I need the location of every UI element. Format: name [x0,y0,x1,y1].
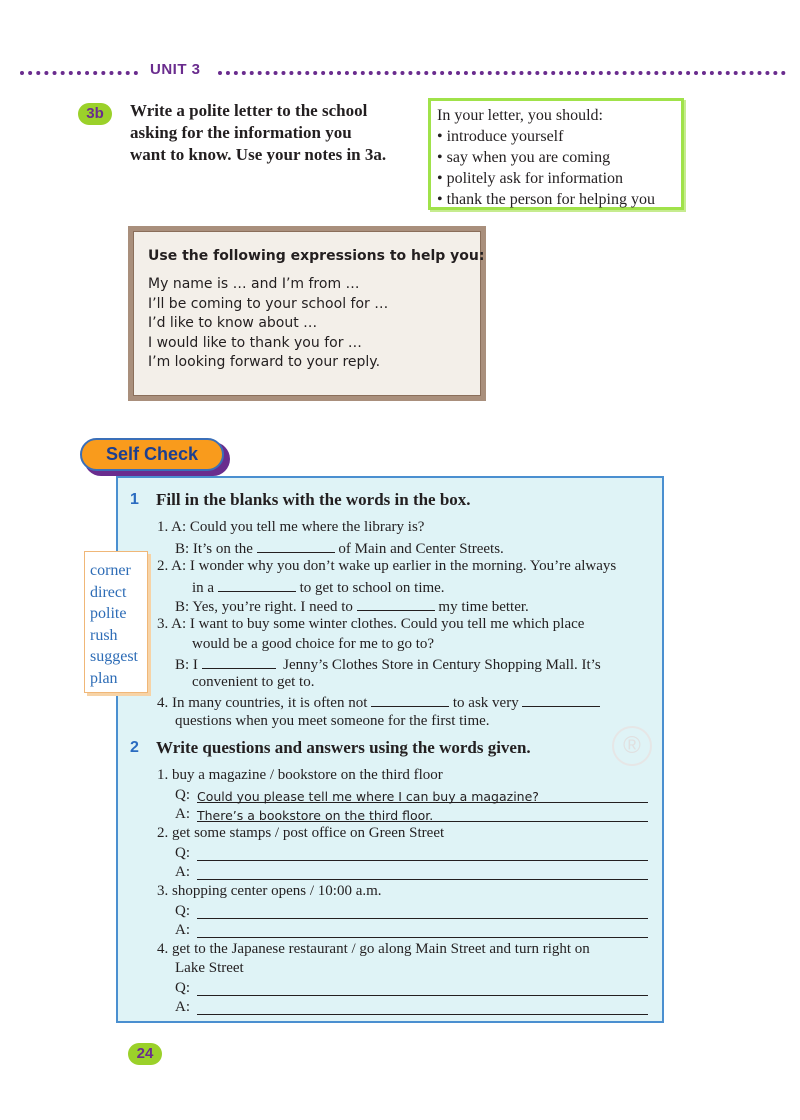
expression-line: My name is … and I’m from … [148,276,360,292]
answer-text-q: Could you please tell me where I can buy a magazine? [197,789,539,804]
q-label: Q: [175,903,190,919]
word-option: suggest [90,648,138,665]
q-label: Q: [175,787,190,803]
word-option: direct [90,583,127,601]
a-label: A: [175,999,190,1015]
word-option: corner [90,562,131,579]
answer-line[interactable] [197,860,648,861]
instruction-line: want to know. Use your notes in 3a. [130,145,387,164]
exercise-line: 1. A: Could you tell me where the library is? [157,519,425,535]
exercise-line: B: Yes, you’re right. I need to my time better. [175,596,529,617]
expressions-box [128,226,486,401]
section-2-number: 2 [130,739,139,756]
exercise-line: B: I Jenny’s Clothes Store in Century Shopping Mall. It’s [175,654,601,675]
q-label: Q: [175,980,190,996]
a-label: A: [175,922,190,938]
fill-blank[interactable] [371,692,449,707]
expressions-title: Use the following expressions to help you: [148,248,485,264]
task-badge: 3b [78,103,112,125]
a-label: A: [175,864,190,880]
answer-line[interactable] [197,918,648,919]
answer-line[interactable] [197,802,648,803]
word-option: polite [90,605,127,622]
instruction-line: Write a polite letter to the school [130,101,368,120]
fill-blank[interactable] [257,538,335,553]
exercise-line: questions when you meet someone for the first time. [175,713,490,729]
tip-item: • politely ask for information [437,170,624,187]
expression-line: I’m looking forward to your reply. [148,354,381,370]
exercise-line: would be a good choice for me to go to? [192,636,435,652]
unit-label: UNIT 3 [150,61,201,78]
self-check-label: Self Check [80,438,224,471]
tips-title: In your letter, you should: [437,107,603,124]
exercise-line: B: It’s on the of Main and Center Streets. [175,538,504,559]
q-label: Q: [175,845,190,861]
section-1-number: 1 [130,491,139,508]
answer-line[interactable] [197,879,648,880]
page-number: 24 [128,1043,162,1065]
tip-item: • say when you are coming [437,149,611,166]
exercise-line: 3. A: I want to buy some winter clothes. Could you tell me which place [157,616,585,632]
word-option: rush [90,626,118,644]
exercise-line: 4. In many countries, it is often not to ask very [157,692,600,713]
task-instruction [130,100,420,166]
letter-tips-box [428,98,684,210]
header-dots-right [218,71,786,75]
question-prompt: 2. get some stamps / post office on Green Street [157,825,445,841]
word-option: plan [90,669,118,687]
fill-blank[interactable] [522,692,600,707]
word-box [84,551,148,693]
registered-watermark: ® [612,726,652,766]
answer-line[interactable] [197,821,648,822]
exercise-line: in a to get to school on time. [192,577,445,598]
expression-line: I would like to thank you for … [148,334,362,351]
answer-line[interactable] [197,995,648,996]
expression-line: I’d like to know about … [148,315,318,331]
tip-item: • thank the person for helping you [437,191,655,208]
answer-text-a: There’s a bookstore on the third floor. [197,808,434,823]
tip-item: • introduce yourself [437,128,564,145]
fill-blank[interactable] [202,654,276,669]
header-dots-left [20,71,138,75]
question-prompt-cont: Lake Street [175,960,244,976]
question-prompt: 1. buy a magazine / bookstore on the third floor [157,767,443,783]
fill-blank[interactable] [357,596,435,611]
exercise-line: 2. A: I wonder why you don’t wake up earlier in the morning. You’re always [157,558,617,574]
exercise-line: convenient to get to. [192,674,315,690]
section-1-title: Fill in the blanks with the words in the box. [156,490,471,509]
question-prompt: 4. get to the Japanese restaurant / go along Main Street and turn right on [157,941,590,957]
instruction-line: asking for the information you [130,123,352,142]
a-label: A: [175,806,190,822]
fill-blank[interactable] [218,577,296,592]
question-prompt: 3. shopping center opens / 10:00 a.m. [157,883,382,899]
expression-line: I’ll be coming to your school for … [148,295,389,312]
answer-line[interactable] [197,1014,648,1015]
answer-line[interactable] [197,937,648,938]
section-2-title: Write questions and answers using the words given. [156,738,531,757]
